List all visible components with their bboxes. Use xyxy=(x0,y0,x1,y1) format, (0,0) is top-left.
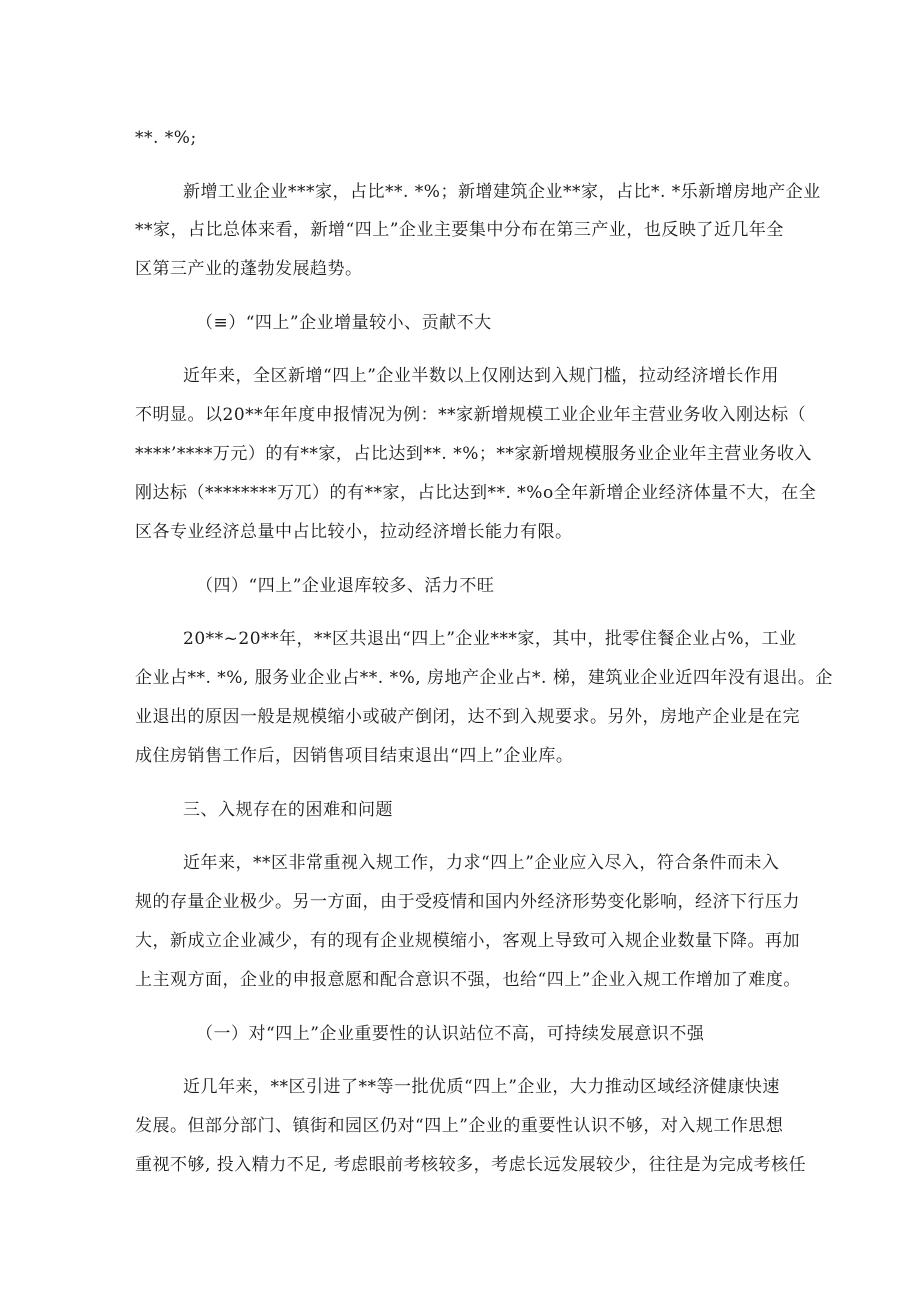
section-heading: （≡）“四上”企业增量较小、贡献不大 xyxy=(196,313,492,333)
text-line: 近年来，全区新增“四上”企业半数以上仅刚达到入规门槛，拉动经济增长作用 xyxy=(183,366,779,386)
text-line: 企业占**. *%, 服务业企业占**. *%, 房地产企业占*. 梯，建筑业企业近四年没有退出。企 xyxy=(135,668,833,688)
text-line: 刚达标（********万兀）的有**家，占比达到**. *%o全年新增企业经济体量不大，在全 xyxy=(135,483,817,503)
text-line: 大，新成立企业减少，有的现有企业规模缩小，客观上导致可入规企业数量下降。再加 xyxy=(135,931,800,951)
text-line: 20**~20**年，**区共退出“四上”企业***家，其中，批零住餐企业占%，工业 xyxy=(183,629,797,649)
text-line: 近几年来，**区引进了**等一批优质“四上”企业，大力推动区域经济健康快速 xyxy=(183,1077,780,1097)
text-line: 上主观方面，企业的申报意愿和配合意识不强，也给“四上”企业入规工作增加了难度。 xyxy=(135,970,801,990)
text-line: **家，占比总体来看，新增“四上”企业主要集中分布在第三产业，也反映了近几年全 xyxy=(135,220,784,240)
text-line: ****’****万元）的有**家，占比达到**. *%；**家新增规模服务业企业年主营业务收入 xyxy=(135,444,812,464)
text-line: 重视不够, 投入精力不足, 考虑眼前考核较多，考虑长远发展较少，往往是为完成考核任 xyxy=(135,1155,807,1175)
text-line: 区第三产业的蓬勃发展趋势。 xyxy=(135,259,363,279)
text-line: 不明显。以20**年年度申报情况为例：**家新增规模工业企业年主营业务收入刚达标（ xyxy=(135,405,807,425)
section-heading: 三、入规存在的困难和问题 xyxy=(183,800,393,820)
text-line: 发展。但部分部门、镇街和园区仍对“四上”企业的重要性认识不够，对入规工作思想 xyxy=(135,1116,784,1136)
text-line: 规的存量企业极少。另一方面，由于受疫情和国内外经济形势变化影响，经济下行压力 xyxy=(135,892,800,912)
text-line: 区各专业经济总量中占比较小，拉动经济增长能力有限。 xyxy=(135,522,573,542)
text-line: 成住房销售工作后，因销售项目结束退出“四上”企业库。 xyxy=(135,746,574,766)
text-line: **. *%; xyxy=(135,128,197,148)
section-heading: （一）对“四上”企业重要性的认识站位不高，可持续发展意识不强 xyxy=(196,1024,705,1044)
section-heading: （四）“四上”企业退库较多、活力不旺 xyxy=(196,576,495,596)
text-line: 近年来，**区非常重视入规工作，力求“四上”企业应入尽入，符合条件而未入 xyxy=(183,853,780,873)
text-line: 新增工业企业***家，占比**. *%；新增建筑企业**家，占比*. *乐新增房地产企业 xyxy=(183,182,821,202)
text-line: 业退出的原因一般是规模缩小或破产倒闭，达不到入规要求。另外，房地产企业是在完 xyxy=(135,707,800,727)
